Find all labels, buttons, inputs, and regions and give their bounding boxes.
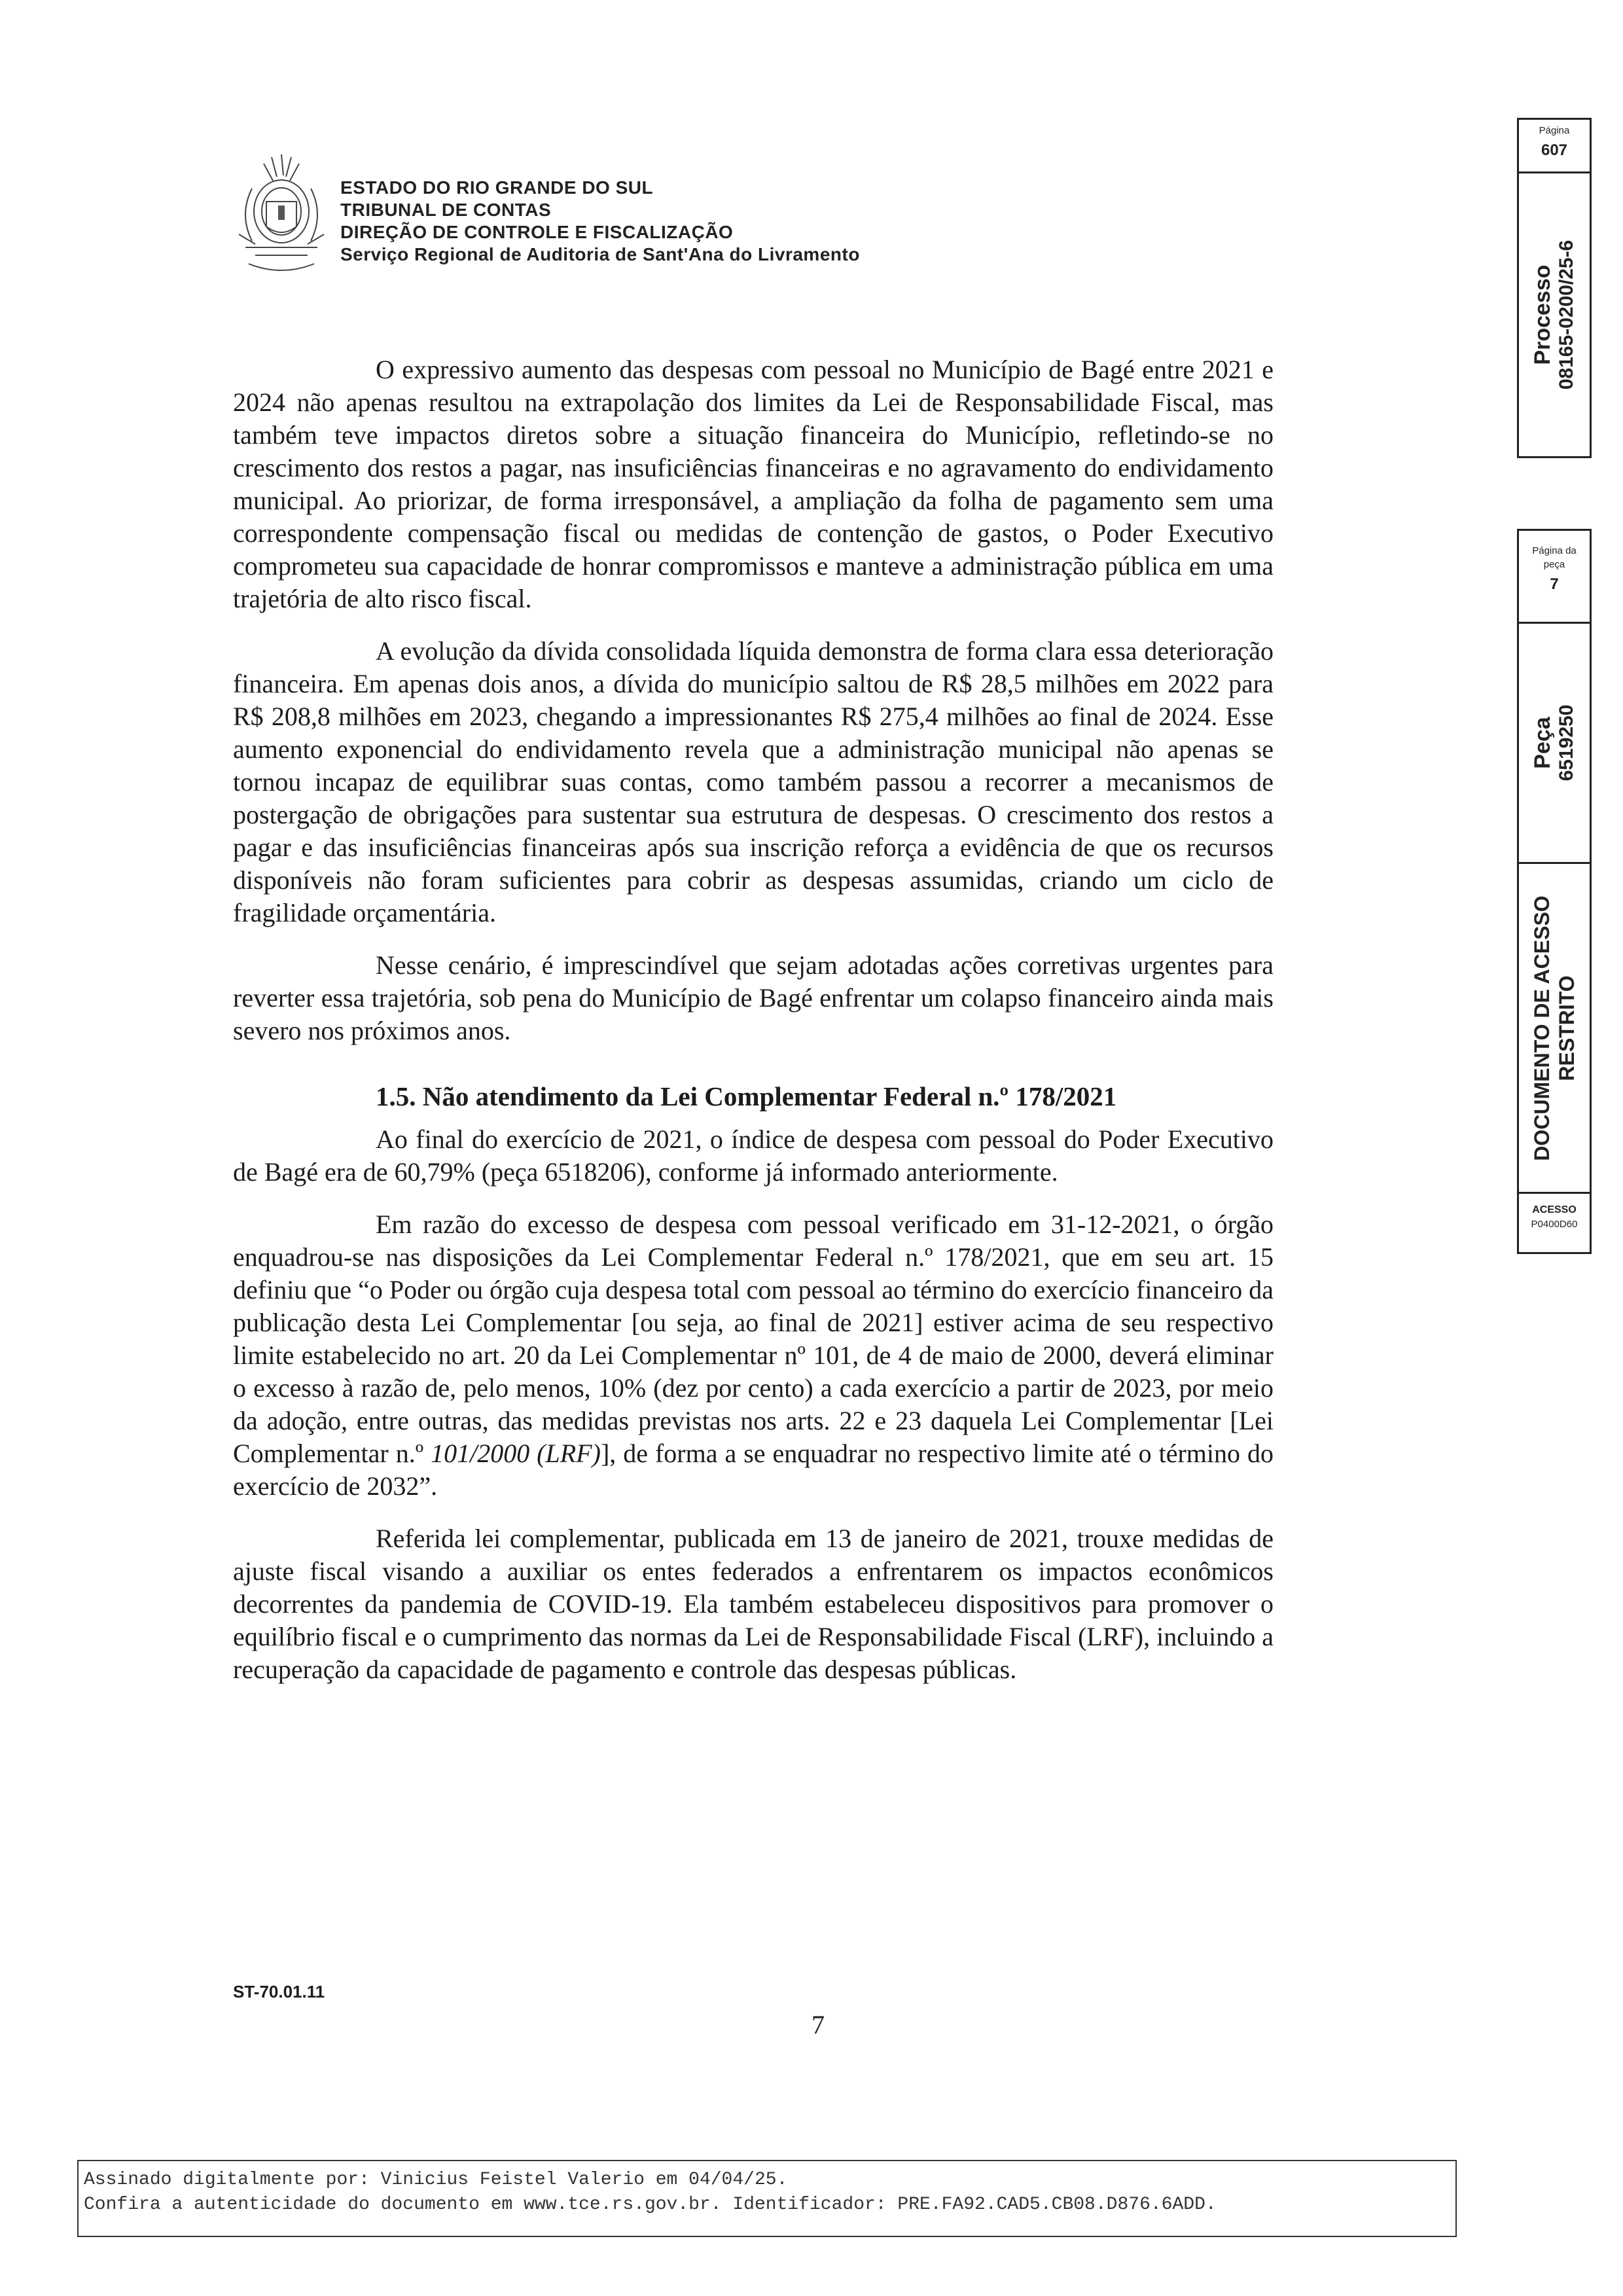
- piece-page-value: 7: [1550, 575, 1559, 593]
- coat-of-arms-icon: [226, 149, 337, 280]
- access-code-cell: [1519, 1194, 1590, 1250]
- paragraph-3: Nesse cenário, é imprescindível que sejam adotadas ações corretivas urgentes para reverter essa trajetória, sob pena do Município de Bagé enfrentar um colapso financeiro ainda mais severo nos próximos anos.: [233, 950, 1274, 1045]
- page-value: 607: [1541, 141, 1568, 159]
- paragraph-2: A evolução da dívida consolidada líquida demonstra de forma clara essa deterioração financeira. Em apenas dois anos, a dívida do município saltou de R$ 28,5 milhões em 2022 para R$ 208,8 milhões em 2023, chegando a impressionantes R$ 275,4 milhões ao final de 2024. Esse aumento exponencial do endividamento revela que a administração municipal não apenas se tornou incapaz de equilibrar suas contas, como também passou a recorrer a mecanismos de postergação de obrigações para sustentar sua estrutura de despesas. O crescimento dos restos a pagar e das insuficiências financeiras após sua inscrição reforça a evidência de que os recursos disponíveis não foram suficientes para cobrir as despesas assumidas, criando um ciclo de fragilidade orçamentária.: [233, 636, 1274, 927]
- organization-name: [340, 177, 860, 266]
- restricted-cell: [1519, 864, 1590, 1194]
- piece-page-label-1: Página da: [1532, 545, 1577, 556]
- page-number: 7: [812, 2010, 825, 2039]
- access-stamp: [1517, 864, 1592, 1254]
- process-vertical-text: [1530, 240, 1578, 390]
- process-cell: [1519, 173, 1590, 456]
- section-paragraph-1: Ao final do exercício de 2021, o índice de despesa com pessoal do Poder Executivo de Bagé era de 60,79% (peça 6518206), conforme já informado anteriormente.: [233, 1124, 1274, 1187]
- piece-cell: [1519, 624, 1590, 862]
- header-line-service: Serviço Regional de Auditoria de Sant'Ana do Livramento: [340, 244, 860, 264]
- page-label: Página: [1539, 125, 1570, 136]
- section-paragraph-2-italic: 101/2000 (LRF): [431, 1439, 601, 1468]
- section-heading: 1.5. Não atendimento da Lei Complementar Federal n.º 178/2021: [376, 1081, 1117, 1111]
- verification-line: Confira a autenticidade do documento em www.tce.rs.gov.br. Identificador: PRE.FA92.CAD5.CB08.D876.6ADD.: [84, 2195, 1217, 2215]
- access-code: P0400D60: [1531, 1219, 1578, 1230]
- restricted-line-2: RESTRITO: [1555, 975, 1578, 1081]
- document-header: [226, 149, 1077, 280]
- piece-label: Peça: [1530, 717, 1555, 769]
- piece-page-cell: [1519, 531, 1590, 624]
- process-number: 08165-0200/25-6: [1556, 240, 1577, 390]
- signature-line: Assinado digitalmente por: Vinicius Feistel Valerio em 04/04/25.: [84, 2170, 788, 2190]
- header-line-directorate: DIREÇÃO DE CONTROLE E FISCALIZAÇÃO: [340, 222, 734, 242]
- form-code: ST-70.01.11: [233, 1982, 325, 2001]
- header-line-tribunal: TRIBUNAL DE CONTAS: [340, 200, 552, 220]
- section-paragraph-2: [233, 1208, 1274, 1503]
- piece-page-label-2: peça: [1543, 559, 1565, 570]
- restricted-line-1: DOCUMENTO DE ACESSO: [1530, 895, 1554, 1161]
- document-body: [233, 353, 1274, 1706]
- digital-signature-box: [77, 2160, 1457, 2237]
- restricted-vertical-text: [1529, 895, 1579, 1160]
- process-stamp: [1517, 118, 1592, 458]
- section-paragraph-3: Referida lei complementar, publicada em 13 de janeiro de 2021, trouxe medidas de ajuste fiscal visando a auxiliar os entes federados a enfrentarem os impactos econômicos decorrentes da pandemia de COVID-19. Ela também estabeleceu dispositivos para promover o equilíbrio fiscal e o cumprimento das normas da Lei de Responsabilidade Fiscal (LRF), incluindo a recuperação da capacidade de pagamento e controle das despesas públicas.: [233, 1524, 1274, 1684]
- piece-stamp: [1517, 529, 1592, 864]
- piece-number: 6519250: [1556, 704, 1577, 781]
- section-paragraph-2-start: Em razão do excesso de despesa com pessoal verificado em 31-12-2021, o órgão enquadrou-se nas disposições da Lei Complementar Federal n.º 178/2021, que em seu art. 15 definiu que “o Poder ou órgão cuja despesa total com pessoal ao término do exercício financeiro da publicação desta Lei Complementar [ou seja, ao final de 2021] estiver acima de seu respectivo limite estabelecido no art. 20 da Lei Complementar nº 101, de 4 de maio de 2000, deverá eliminar o excesso à razão de, pelo menos, 10% (dez por cento) a cada exercício a partir de 2023, por meio da adoção, entre outras, das medidas previstas nos arts. 22 e 23 daquela Lei Complementar [Lei Complementar n.º: [233, 1210, 1274, 1468]
- section-paragraph-2-end: ], de forma a se enquadrar no respectivo limite até o término do exercício de 2032”.: [233, 1439, 1274, 1501]
- page-cell: [1519, 120, 1590, 173]
- process-label: Processo: [1530, 264, 1555, 365]
- paragraph-1: O expressivo aumento das despesas com pessoal no Município de Bagé entre 2021 e 2024 não apenas resultou na extrapolação dos limites da Lei de Responsabilidade Fiscal, mas também teve impactos diretos sobre a situação financeira do Município, refletindo-se no crescimento dos restos a pagar, nas insuficiências financeiras e no agravamento do endividamento municipal. Ao priorizar, de forma irresponsável, a ampliação da folha de pagamento sem uma correspondente compensação fiscal ou medidas de contenção de gastos, o Poder Executivo comprometeu sua capacidade de honrar compromissos e manteve a administração pública em uma trajetória de alto risco fiscal.: [233, 355, 1274, 613]
- piece-vertical-text: [1530, 705, 1578, 781]
- header-line-state: ESTADO DO RIO GRANDE DO SUL: [340, 177, 654, 198]
- access-label: ACESSO: [1532, 1204, 1577, 1215]
